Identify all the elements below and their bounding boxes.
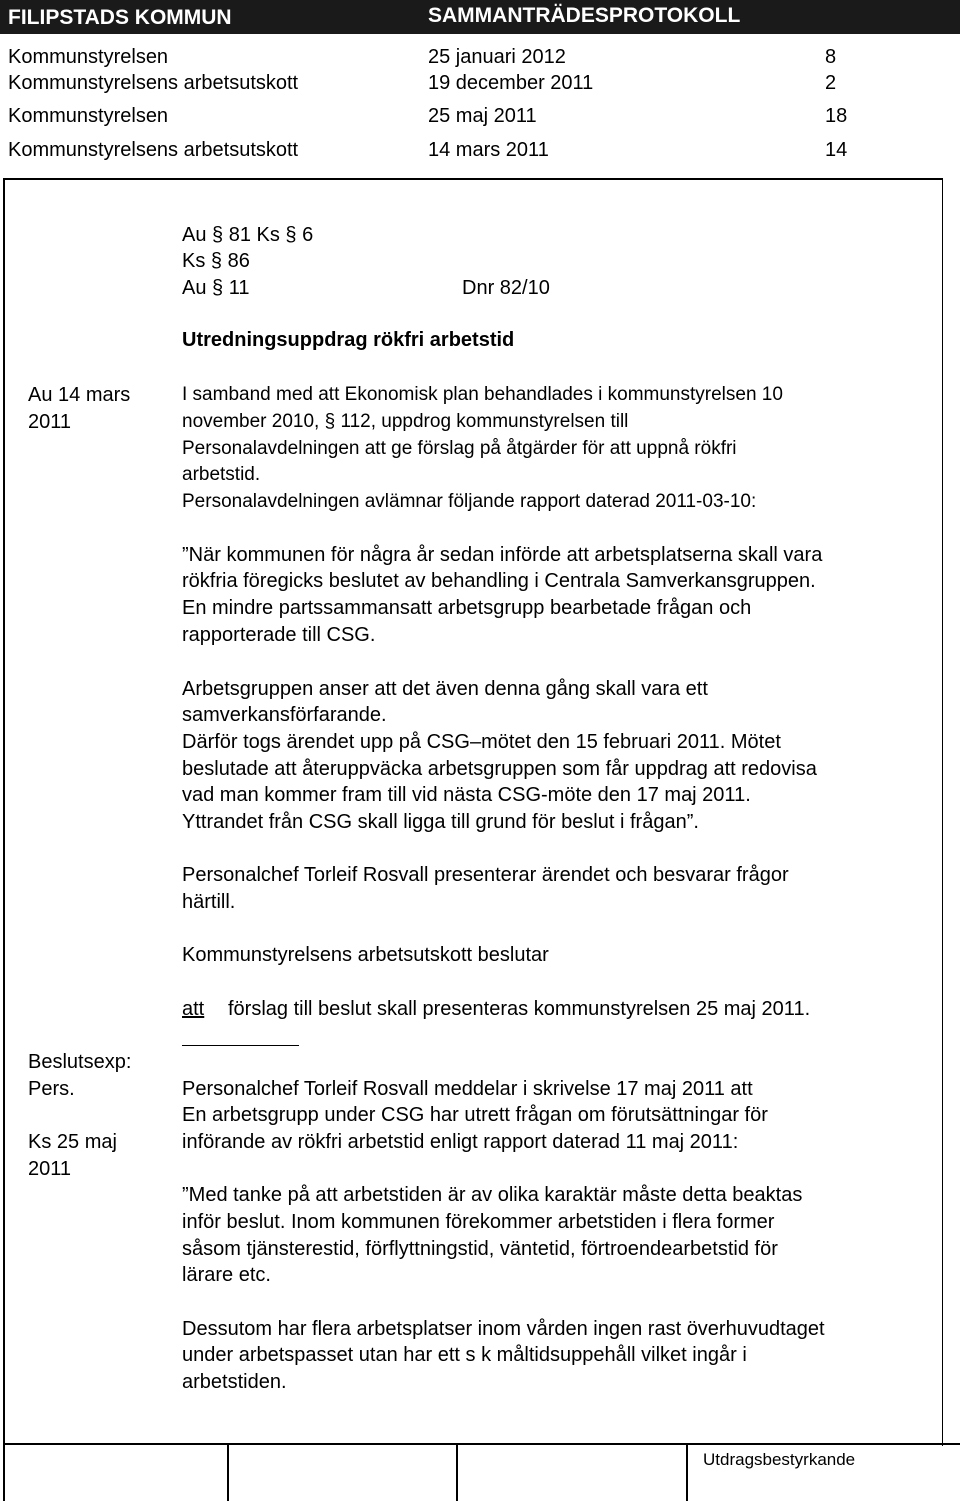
body-line: arbetstid.	[182, 464, 261, 485]
footer-divider	[3, 1445, 5, 1501]
beslutsexp-line: Ks 25 maj	[28, 1131, 117, 1153]
meeting-page: 14	[825, 139, 848, 161]
body-line: En mindre partssammansatt arbetsgrupp bearbetade frågan och	[182, 597, 752, 619]
body-line: arbetstiden.	[182, 1371, 287, 1393]
body-line: införande av rökfri arbetstid enligt rapport daterad 11 maj 2011:	[182, 1131, 739, 1153]
footer-divider	[456, 1445, 458, 1501]
beslutsexp-line: 2011	[28, 1158, 72, 1180]
body-line: ”Med tanke på att arbetstiden är av olika karaktär måste detta beaktas	[182, 1184, 803, 1206]
body-line: Dessutom har flera arbetsplatser inom vården ingen rast överhuvudtaget	[182, 1318, 825, 1340]
body-line: samverkansförfarande.	[182, 704, 387, 726]
body-line: Personalavdelningen avlämnar följande rapport daterad 2011-03-10:	[182, 491, 757, 512]
margin-date: Au 14 mars	[28, 384, 131, 406]
meeting-date: 14 mars 2011	[428, 139, 549, 161]
meeting-date: 19 december 2011	[428, 72, 594, 94]
decision-text: förslag till beslut skall presenteras kommunstyrelsen 25 maj 2011.	[228, 998, 811, 1020]
body-line: vad man kommer fram till vid nästa CSG-möte den 17 maj 2011.	[182, 784, 751, 806]
case-dnr: Dnr 82/10	[462, 277, 550, 299]
meeting-body: Kommunstyrelsens arbetsutskott	[8, 72, 299, 94]
decision-separator	[182, 1045, 299, 1046]
body-line: Yttrandet från CSG skall ligga till grund för beslut i frågan”.	[182, 811, 699, 833]
decision-heading: Kommunstyrelsens arbetsutskott beslutar	[182, 944, 549, 966]
case-ref: Ks § 86	[182, 250, 250, 272]
case-ref: Au § 81 Ks § 6	[182, 224, 314, 246]
body-line: Därför togs ärendet upp på CSG–mötet den 15 februari 2011. Mötet	[182, 731, 781, 753]
meeting-body: Kommunstyrelsen	[8, 105, 169, 127]
body-line: såsom tjänsterestid, förflyttningstid, väntetid, förtroendearbetstid för	[182, 1238, 778, 1260]
meeting-page: 18	[825, 105, 848, 127]
meeting-page: 8	[825, 46, 837, 68]
body-line: Personalchef Torleif Rosvall meddelar i skrivelse 17 maj 2011 att	[182, 1078, 753, 1100]
body-line: beslutade att återuppväcka arbetsgruppen som får uppdrag att redovisa	[182, 758, 817, 780]
margin-date: 2011	[28, 411, 72, 433]
body-line: Personalavdelningen att ge förslag på åtgärder för att uppnå rökfri	[182, 438, 737, 459]
beslutsexp-line: Beslutsexp:	[28, 1051, 132, 1073]
footer-certification-label: Utdragsbestyrkande	[703, 1450, 856, 1469]
body-line: Personalchef Torleif Rosvall presenterar ärendet och besvarar frågor	[182, 864, 789, 886]
meeting-body: Kommunstyrelsen	[8, 46, 169, 68]
body-line: under arbetspasset utan har ett s k måltidsuppehåll vilket ingår i	[182, 1344, 747, 1366]
body-line: inför beslut. Inom kommunen förekommer arbetstiden i flera former	[182, 1211, 775, 1233]
meeting-body: Kommunstyrelsens arbetsutskott	[8, 139, 299, 161]
body-line: I samband med att Ekonomisk plan behandlades i kommunstyrelsen 10	[182, 384, 783, 405]
meeting-date: 25 januari 2012	[428, 46, 566, 68]
case-ref: Au § 11	[182, 277, 250, 299]
body-line: En arbetsgrupp under CSG har utrett frågan om förutsättningar för	[182, 1104, 768, 1126]
body-line: Arbetsgruppen anser att det även denna gång skall vara ett	[182, 678, 708, 700]
beslutsexp-line: Pers.	[28, 1078, 75, 1100]
body-line: ”När kommunen för några år sedan införde att arbetsplatserna skall vara	[182, 544, 823, 566]
body-line: rapporterade till CSG.	[182, 624, 376, 646]
body-line: lärare etc.	[182, 1264, 271, 1286]
document-type: SAMMANTRÄDESPROTOKOLL	[428, 4, 741, 27]
meeting-date: 25 maj 2011	[428, 105, 537, 127]
org-name: FILIPSTADS KOMMUN	[8, 6, 232, 29]
body-line: rökfria föregicks beslutet av behandling i Centrala Samverkansgruppen.	[182, 570, 816, 592]
body-line: november 2010, § 112, uppdrog kommunstyrelsen till	[182, 411, 629, 432]
footer-rule	[3, 1443, 960, 1445]
case-title: Utredningsuppdrag rökfri arbetstid	[182, 329, 515, 351]
decision-att: att	[182, 998, 205, 1020]
footer-divider	[686, 1445, 688, 1501]
body-line: härtill.	[182, 891, 236, 913]
footer-divider	[227, 1445, 229, 1501]
meeting-page: 2	[825, 72, 837, 94]
